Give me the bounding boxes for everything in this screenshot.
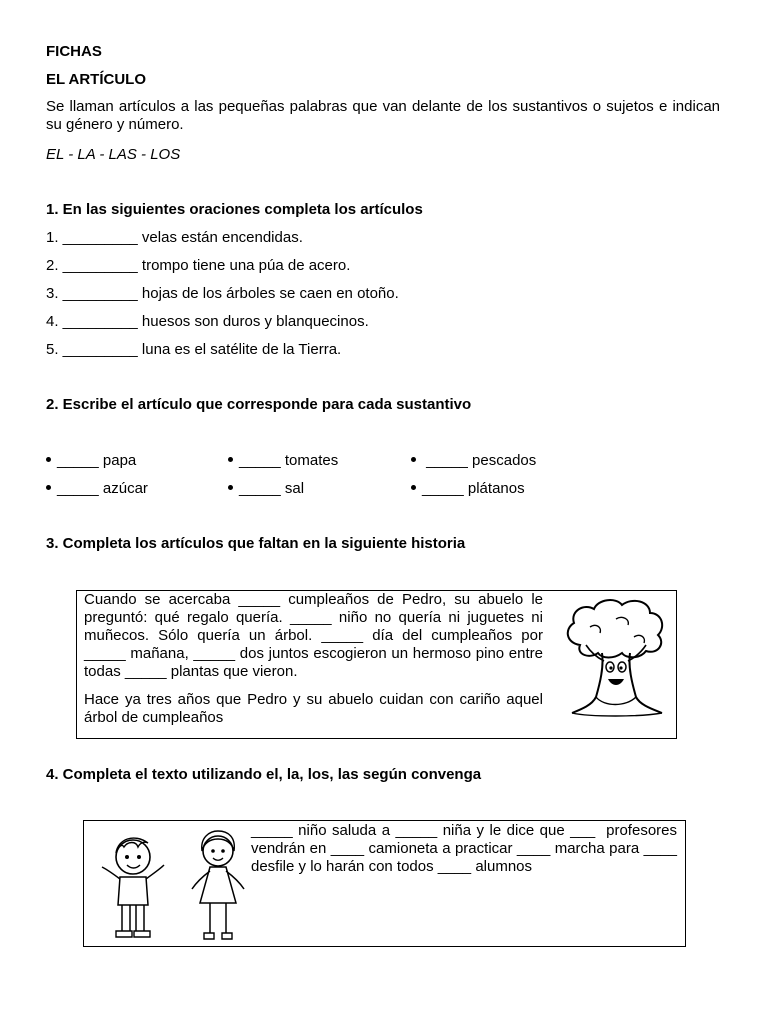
noun-item: _____ tomates: [228, 452, 338, 469]
sentence-item: 5. _________ luna es el satélite de la Tierra.: [46, 341, 342, 358]
boy-illustration: [100, 833, 170, 943]
bullet-icon: [46, 485, 51, 490]
exercise-text: _____ niño saluda a _____ niña y le dice que ___ profesores vendrán en ____ camioneta a practicar ____ marcha para ____ desfile y lo harán con todos ____ alumnos: [251, 822, 682, 875]
sentence-item: 1. _________ velas están encendidas.: [46, 229, 303, 246]
sentence-item: 4. _________ huesos son duros y blanquecinos.: [46, 313, 369, 330]
text-box: [83, 820, 686, 947]
section1-heading: 1. En las siguientes oraciones completa los artículos: [46, 201, 423, 218]
articles-list: EL - LA - LAS - LOS: [46, 146, 181, 163]
story-paragraph: Cuando se acercaba _____ cumpleaños de Pedro, su abuelo le preguntó: qué regalo quería. _____ niño no quería ni juguetes ni muñecos. Sólo quería un árbol. _____ día del cumpleaños por _____ mañana, _____ dos juntos escogieron un hermoso pino entre todas _____ plantas que vieron.: [84, 591, 543, 680]
bullet-icon: [46, 457, 51, 462]
subtitle: EL ARTÍCULO: [46, 71, 146, 88]
section3-heading: 3. Completa los artículos que faltan en la siguiente historia: [46, 535, 466, 552]
title: FICHAS: [46, 43, 102, 60]
noun-item: _____ sal: [228, 480, 304, 497]
noun-item: _____ plátanos: [411, 480, 525, 497]
story-box: [76, 590, 677, 739]
intro-paragraph: Se llaman artículos a las pequeñas palabras que van delante de los sustantivos o sujetos e indican su género y número.: [46, 98, 720, 133]
bullet-icon: [228, 485, 233, 490]
noun-item: _____ pescados: [411, 452, 536, 469]
section4-heading: 4. Completa el texto utilizando el, la, los, las según convenga: [46, 766, 482, 783]
noun-item: _____ papa: [46, 452, 136, 469]
bullet-icon: [411, 457, 416, 462]
girl-illustration: [188, 829, 248, 943]
noun-item: _____ azúcar: [46, 480, 148, 497]
bullet-icon: [411, 485, 416, 490]
bullet-icon: [228, 457, 233, 462]
sentence-item: 3. _________ hojas de los árboles se caen en otoño.: [46, 285, 399, 302]
tree-illustration: [560, 597, 670, 723]
sentence-item: 2. _________ trompo tiene una púa de acero.: [46, 257, 351, 274]
story-paragraph: Hace ya tres años que Pedro y su abuelo cuidan con cariño aquel árbol de cumpleaños: [84, 691, 543, 726]
section2-heading: 2. Escribe el artículo que corresponde para cada sustantivo: [46, 396, 472, 413]
